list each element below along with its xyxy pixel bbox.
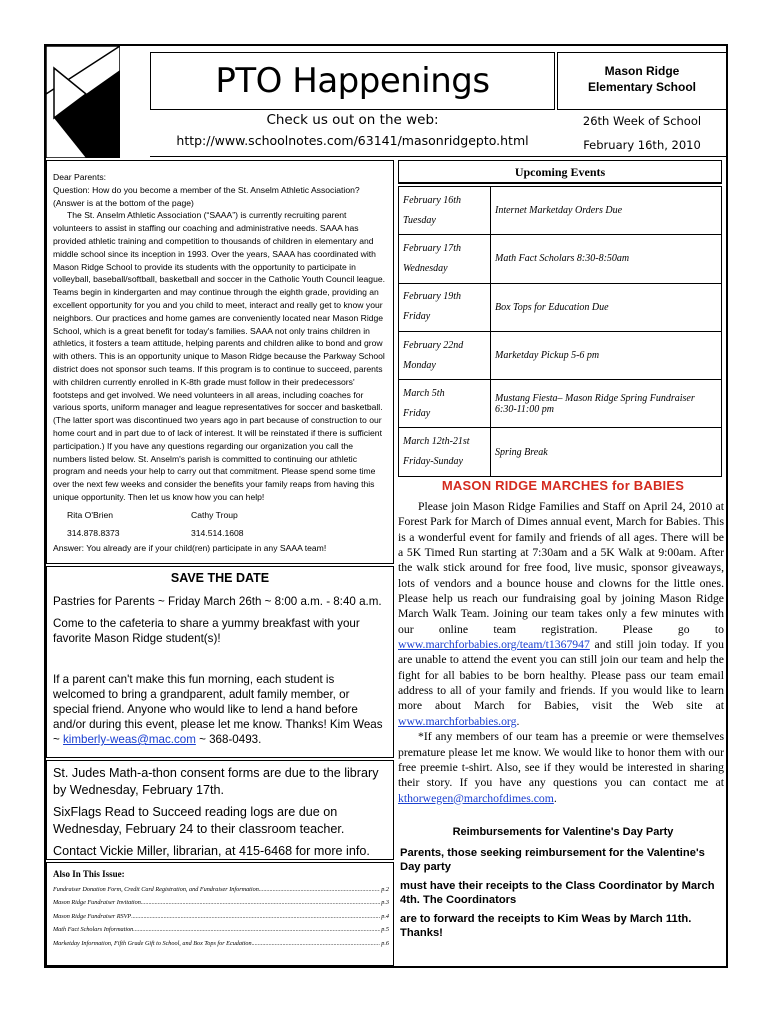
event-day: Friday (403, 311, 431, 323)
upcoming-events-title: Upcoming Events (398, 160, 722, 184)
library-line1: St. Judes Math-a-thon consent forms are due to the library by Wednesday, February 17th. (53, 766, 379, 797)
marches-text: and still join today. If you are unable to attend the event you can still join our team and help the fight for all babies to be born healthy. Please pass our team email address to all of your family and friends. If you would like to learn more about March for Babies, visit the Web site at (398, 638, 724, 713)
school-name-line1: Mason Ridge (604, 64, 680, 78)
save-date-line3 (53, 672, 387, 747)
event-row (399, 187, 722, 235)
save-the-date-box (46, 566, 394, 758)
save-date-line1: Pastries for Parents ~ Friday March 26th ~ 8:00 a.m. - 8:40 a.m. (53, 595, 382, 608)
event-name: Box Tops for Education Due (491, 283, 722, 331)
issue-item-page: p.2 (381, 886, 389, 893)
marches-paragraph2 (398, 729, 724, 806)
contact-name: Cathy Troup (191, 509, 238, 520)
issue-item[interactable] (53, 937, 389, 950)
event-date: February 16th (403, 194, 462, 206)
issue-item-page: p.5 (381, 926, 389, 934)
issue-item[interactable] (53, 896, 389, 909)
pto-url-link[interactable]: http://www.schoolnotes.com/63141/masonridgepto.html (176, 133, 529, 148)
letter-answer-note: (Answer is at the bottom of the page) (53, 197, 194, 208)
quilt-logo-icon (46, 46, 120, 158)
leader-dots (133, 923, 380, 936)
marches-paragraph1 (398, 499, 724, 729)
save-the-date-title: SAVE THE DATE (170, 571, 270, 585)
event-name: Marketday Pickup 5-6 pm (491, 331, 722, 379)
event-date-cell (399, 235, 491, 283)
issue-item-name: Mason Ridge Fundraiser RSVP (53, 912, 132, 920)
event-row (399, 380, 722, 428)
event-date-cell (399, 283, 491, 331)
issue-date: February 16th, 2010 (583, 138, 701, 152)
marches-text: . (553, 791, 557, 805)
event-date: February 22nd (403, 339, 464, 351)
marchforbabies-link[interactable]: www.marchforbabies.org (398, 714, 517, 728)
page-title: PTO Happenings (215, 61, 490, 101)
event-row (399, 428, 722, 476)
save-date-phone: ~ 368-0493. (195, 733, 262, 746)
event-name: Spring Break (491, 428, 722, 476)
event-date: March 5th (403, 387, 445, 399)
event-date-cell (399, 187, 491, 235)
leader-dots (131, 910, 380, 923)
issue-item-name: Mason Ridge Fundraiser Invitation (53, 899, 141, 907)
issue-item[interactable] (53, 910, 389, 923)
marches-text: Please join Mason Ridge Families and Staff on April 24, 2010 at Forest Park for March of Dimes annual event, March for Babies. This is a wonderful event for family and friends of all ages. There will be a 5K Timed Run starting at 7:30am and a 5K Walk at 9:00am. After the walk stick around for free food, live music, sponsor giveaways, lots of vendors and a bounce house and clowns for the little ones. Please help us reach our fundraising goal by joining Mason Ridge March Walk Team. Joining our team takes only a few minutes with our online team registration. Please go to (398, 500, 724, 636)
event-name: Math Fact Scholars 8:30-8:50am (491, 235, 722, 283)
library-box (46, 760, 394, 860)
issue-item-page: p.4 (381, 912, 389, 920)
email-link[interactable]: kimberly-weas@mac.com (63, 733, 196, 746)
issue-item-page: p.6 (381, 939, 389, 947)
reimb-line3: are to forward the receipts to Kim Weas by March 11th. Thanks! (400, 913, 692, 939)
event-date: March 12th-21st (403, 436, 470, 448)
event-date-cell (399, 428, 491, 476)
letter-body: The St. Anselm Athletic Association (“SAAA”) is currently recruiting parent volunteers to assist in staffing our coaching and administrative needs. SAAA has provided athletic training and competition to thousands of children in elementary and middle school since its inception in 1993. Over the years, SAAA has coordinated with Mason Ridge School to provide its students with the opportunity to participate in volleyball, baseball/softball, basketball and soccer in the Catholic Youth Council league. Teams begin in kindergarten and may continue through the eighth grade, providing an excellent opportunity for you and you child to meet, interact and really get to know your neighbors. Our practices and home games are conveniently located near Mason Ridge School, which is a great benefit for today's families. SAAA not only trains children in athletics, it fosters a team attitude, helping parents and children alike to bond and grow with others. This is an opportunity unique to Mason Ridge because the Parkway School district does not sponsor such teams. If this program is to continue to succeed, parents with children currently enrolled in K-8th grade must follow in their predecessors' footsteps and get involved. We need volunteers in all areas, including coaches for various sports, uniform manager and league representatives for soccer and basketball. (The latter sport was discontinued two years ago in part because of construction to our home court and in part due to of lack of interest. It will be reinstated if there is sufficient participation.) If you have any questions regarding our organization you call the numbers listed below. St. Anselm's parish is committed to continuing our athletic program and needs your help to carry out that commitment. Please spend some time over the next few weeks and consider the benefits your family reaps from having this unique opportunity. Then let us know how you can help! (53, 210, 386, 502)
library-line2: SixFlags Read to Succeed reading logs are due on Wednesday, February 24 to their classroom teacher. (53, 805, 345, 836)
letter-greeting: Dear Parents: (53, 172, 107, 182)
save-date-line2: Come to the cafeteria to share a yummy breakfast with your favorite Mason Ridge student(s)! (53, 617, 360, 645)
issue-title: Also In This Issue: (53, 869, 125, 879)
issue-item-name: Marketday Information, Fifth Grade Gift to School, and Box Tops for Ecudation (53, 939, 252, 947)
issue-item[interactable] (53, 883, 389, 896)
event-date-cell (399, 331, 491, 379)
event-row (399, 235, 722, 283)
event-name: Mustang Fiesta– Mason Ridge Spring Fundraiser 6:30-11:00 pm (491, 380, 722, 428)
contact-phone: 314.878.8373 (67, 527, 120, 538)
school-name-line2: Elementary School (587, 80, 697, 94)
marches-body (398, 499, 724, 806)
event-day: Friday (403, 407, 431, 419)
letter-answer: Answer: You already are if your child(ren) participate in any SAAA team! (53, 542, 327, 553)
event-date: February 19th (403, 291, 462, 303)
reimb-line2: must have their receipts to the Class Coordinator by March 4th. The Coordinators (400, 880, 715, 906)
title-box (150, 52, 555, 110)
contact-phone: 314.514.1608 (191, 527, 244, 538)
team-link[interactable]: www.marchforbabies.org/team/t1367947 (398, 638, 590, 652)
event-date-cell (399, 380, 491, 428)
issue-item-name: Fundraiser Donation Form, Credit Card Registration, and Fundraiser Information (53, 886, 259, 893)
week-of-school: 26th Week of School (582, 114, 702, 128)
leader-dots (252, 937, 381, 950)
marches-title: MASON RIDGE MARCHES for BABIES (441, 478, 685, 493)
parents-letter (46, 160, 394, 564)
library-line3: Contact Vickie Miller, librarian, at 415-6468 for more info. (53, 844, 370, 858)
school-name-box (557, 52, 727, 110)
event-row (399, 283, 722, 331)
event-day: Wednesday (403, 262, 448, 274)
event-date: February 17th (403, 242, 462, 254)
marches-text: . (516, 714, 520, 728)
contact-name: Rita O'Brien (67, 509, 114, 520)
leader-dots (141, 896, 380, 909)
contact-email-link[interactable]: kthorwegen@marchofdimes.com (398, 791, 554, 805)
reimbursements-title: Reimbursements for Valentine's Day Party (452, 826, 674, 838)
reimbursements-body (400, 846, 722, 945)
event-day: Monday (403, 359, 436, 371)
issue-item-name: Math Fact Scholars Information (53, 926, 134, 934)
save-date-text: If a parent can't make this fun morning, each student is welcomed to bring a grandparent, adult family member, or special friend. Anyone who would like to lend a hand before and/or during this event, please let me know. Thanks! Kim Weas ~ (53, 673, 383, 746)
reimb-line1: Parents, those seeking reimbursement for the Valentine's Day party (400, 847, 705, 873)
events-table (398, 186, 722, 477)
event-day: Tuesday (403, 214, 436, 226)
marches-text: *If any members of our team has a preemie or were themselves premature please let me know. We would like to honor them with our free preemie t-shirt. Also, see if they would be interested in sharing their story. If you have any questions you can contact me at (398, 730, 724, 790)
event-row (399, 331, 722, 379)
check-web-text: Check us out on the web: (266, 112, 439, 128)
event-name: Internet Marketday Orders Due (491, 187, 722, 235)
event-day: Friday-Sunday (403, 456, 463, 468)
issue-item-page: p.3 (381, 899, 389, 907)
issue-item[interactable] (53, 923, 389, 936)
leader-dots (259, 883, 380, 896)
letter-question: Question: How do you become a member of the St. Anselm Athletic Association? (53, 184, 360, 195)
contacts (53, 506, 387, 542)
header-divider (150, 156, 728, 157)
also-in-issue-box (46, 862, 394, 966)
